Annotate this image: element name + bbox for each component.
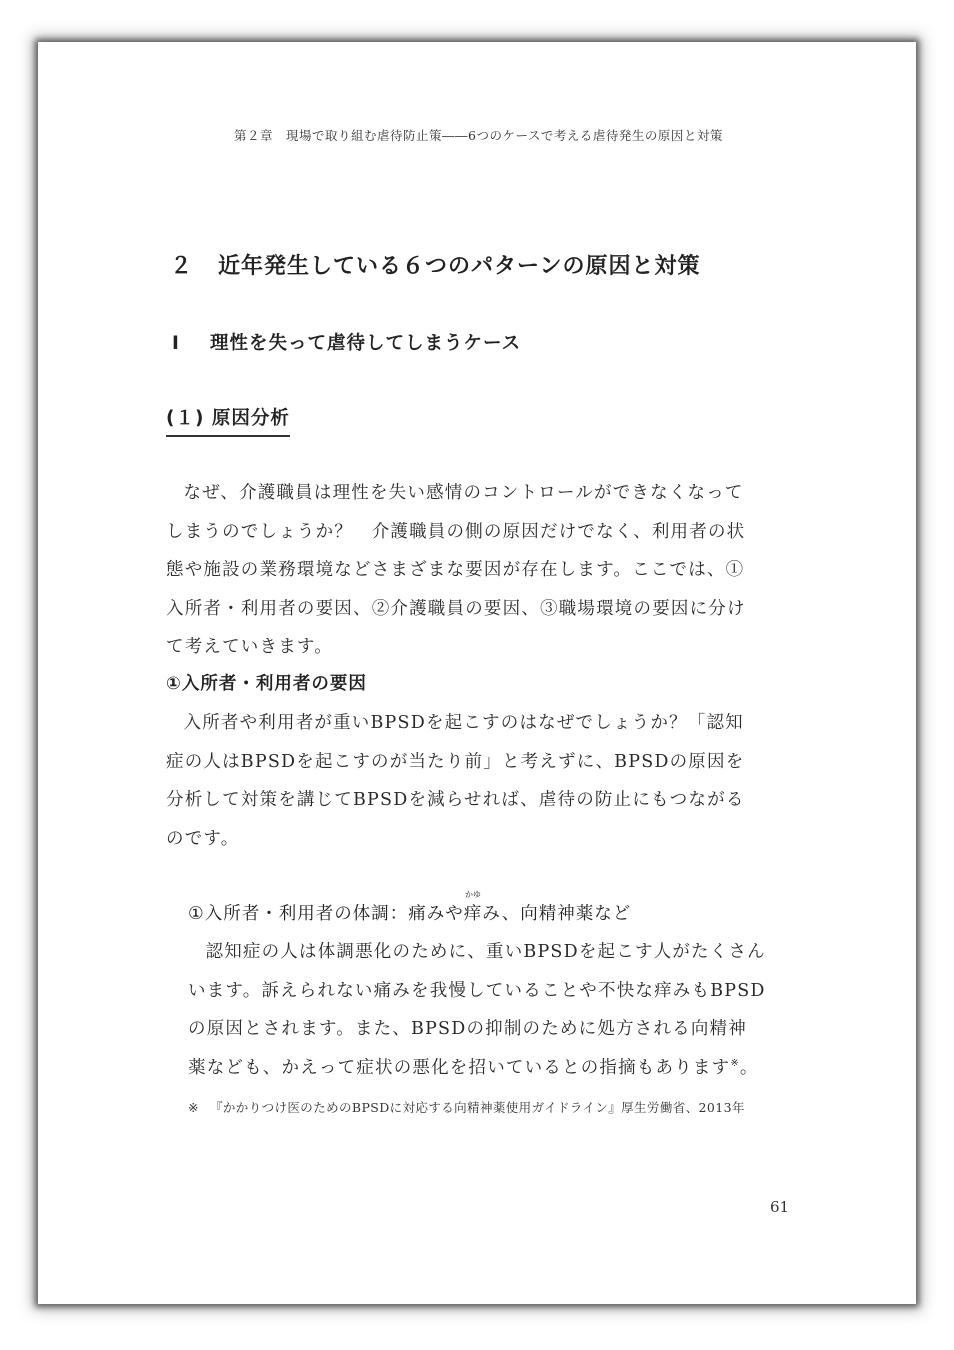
paragraph-line-text: 薬なども、かえって症状の悪化を招いているとの指摘もあります [188,1057,731,1078]
paragraph-line-last [188,1049,818,1088]
ruby-reading: かゆ [464,890,481,899]
case-number: Ⅰ [172,333,180,354]
section-title-text: 近年発生している６つのパターンの原因と対策 [218,253,701,279]
paragraph-line: なぜ、介護職員は理性を失い感情のコントロールができなくなって [183,483,744,503]
paragraph-line: います。訴えられない痛みを我慢していることや不快な痒みもBPSD [188,980,766,1001]
item-title [188,890,632,925]
paragraph-line: 態や施設の業務環境などさまざまな要因が存在します。ここでは、① [166,560,745,580]
footnote-mark: ※ [188,1100,199,1115]
case-title [172,329,521,355]
footnote-text: 『かかりつけ医のためのBPSDに対応する向精神薬使用ガイドライン』厚生労働省、2013年 [210,1100,745,1115]
item-paragraph [188,933,818,1087]
factor-heading: ①入所者・利用者の要因 [166,674,367,694]
factor-paragraph [166,704,806,858]
section-number: ２ [170,253,194,279]
book-page [38,42,916,1304]
item-title-text-end: み、向精神薬など [482,904,632,924]
paragraph-line: しまうのでしょうか？ 介護職員の側の原因だけでなく、利用者の状 [166,521,746,542]
paragraph-line: 分析して対策を講じてBPSDを減らせれば、虐待の防止にもつながる [166,790,745,810]
ruby-base: 痒 [463,904,483,924]
footnote [188,1098,745,1116]
case-title-text: 理性を失って虐待してしまうケース [210,333,522,354]
page-number: 61 [770,1198,790,1216]
closing-punctuation: 。 [739,1057,759,1078]
section-title [170,249,701,280]
paragraph-line: 入所者・利用者の要因、②介護職員の要因、③職場環境の要因に分け [166,598,746,619]
ruby-word [463,890,483,925]
paragraph-line: 認知症の人は体調悪化のために、重いBPSDを起こす人がたくさん [205,942,766,962]
note-reference-mark: ※ [730,1057,740,1069]
paragraph-line: のです。 [166,828,240,849]
item-title-text: ①入所者・利用者の体調：痛みや [188,904,464,924]
running-head: 第２章 現場で取り組む虐待防止策――6つのケースで考える虐待発生の原因と対策 [234,128,723,143]
paragraph-line: 入所者や利用者が重いBPSDを起こすのはなぜでしょうか？「認知 [183,713,744,733]
paragraph-line: の原因とされます。また、BPSDの抑制のために処方される向精神 [188,1019,747,1039]
intro-paragraph [166,474,806,667]
paragraph-line: て考えていきます。 [166,637,333,657]
paragraph-line: 症の人はBPSDを起こすのが当たり前」と考えずに、BPSDの原因を [166,751,745,772]
subsection-title: (１) 原因分析 [166,404,290,437]
